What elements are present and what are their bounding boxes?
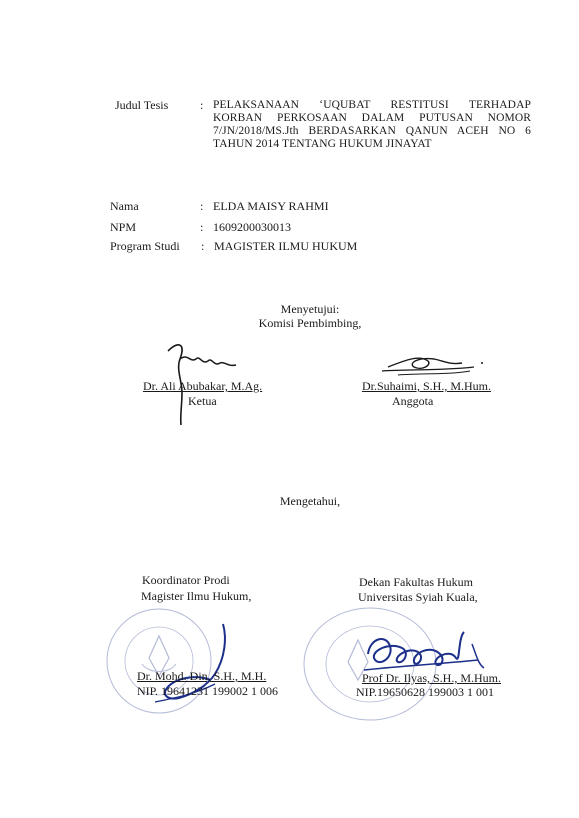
program-value: MAGISTER ILMU HUKUM [214,239,358,253]
committee-label: Komisi Pembimbing, [258,316,362,330]
thesis-title-line: KORBAN PERKOSAAN DALAM PUTUSAN NOMOR [213,112,531,124]
coordinator-nip: NIP. 19641231 199002 1 006 [137,684,279,698]
npm-value: 1609200030013 [213,220,291,234]
member-name: Dr.Suhaimi, S.H., M.Hum. [362,379,492,393]
thesis-title-line: PELAKSANAAN ‘UQUBAT RESTITUSI TERHADAP [213,99,531,111]
approval-heading: Menyetujui: [280,302,340,316]
thesis-title-label: Judul Tesis [115,98,169,112]
program-colon: : [201,239,205,253]
left-title-2: Magister Ilmu Hukum, [141,589,252,603]
right-title-1: Dekan Fakultas Hukum [359,575,473,589]
npm-colon: : [200,220,204,234]
npm-label: NPM [110,220,137,234]
thesis-title [213,99,531,151]
right-title-2: Universitas Syiah Kuala, [358,590,478,604]
thesis-title-colon: : [200,98,204,112]
thesis-title-line: 7/JN/2018/MS.Jth BERDASARKAN QANUN ACEH NO 6 [213,125,531,137]
coordinator-name: Dr. Mohd. Din, S.H., M.H. [137,669,267,683]
member-role: Anggota [392,394,434,408]
left-title-1: Koordinator Prodi [142,573,230,587]
thesis-title-line: TAHUN 2014 TENTANG HUKUM JINAYAT [213,138,432,150]
chair-role: Ketua [188,394,217,408]
program-label: Program Studi [110,239,180,253]
chair-name: Dr. Ali Abubakar, M.Ag. [143,379,263,393]
dean-name: Prof Dr. Ilyas, S.H., M.Hum. [362,671,502,685]
dean-nip: NIP.19650628 199003 1 001 [356,685,495,699]
name-value: ELDA MAISY RAHMI [213,199,329,213]
name-label: Nama [110,199,139,213]
name-colon: : [200,199,204,213]
acknowledgement-heading: Mengetahui, [279,494,341,508]
